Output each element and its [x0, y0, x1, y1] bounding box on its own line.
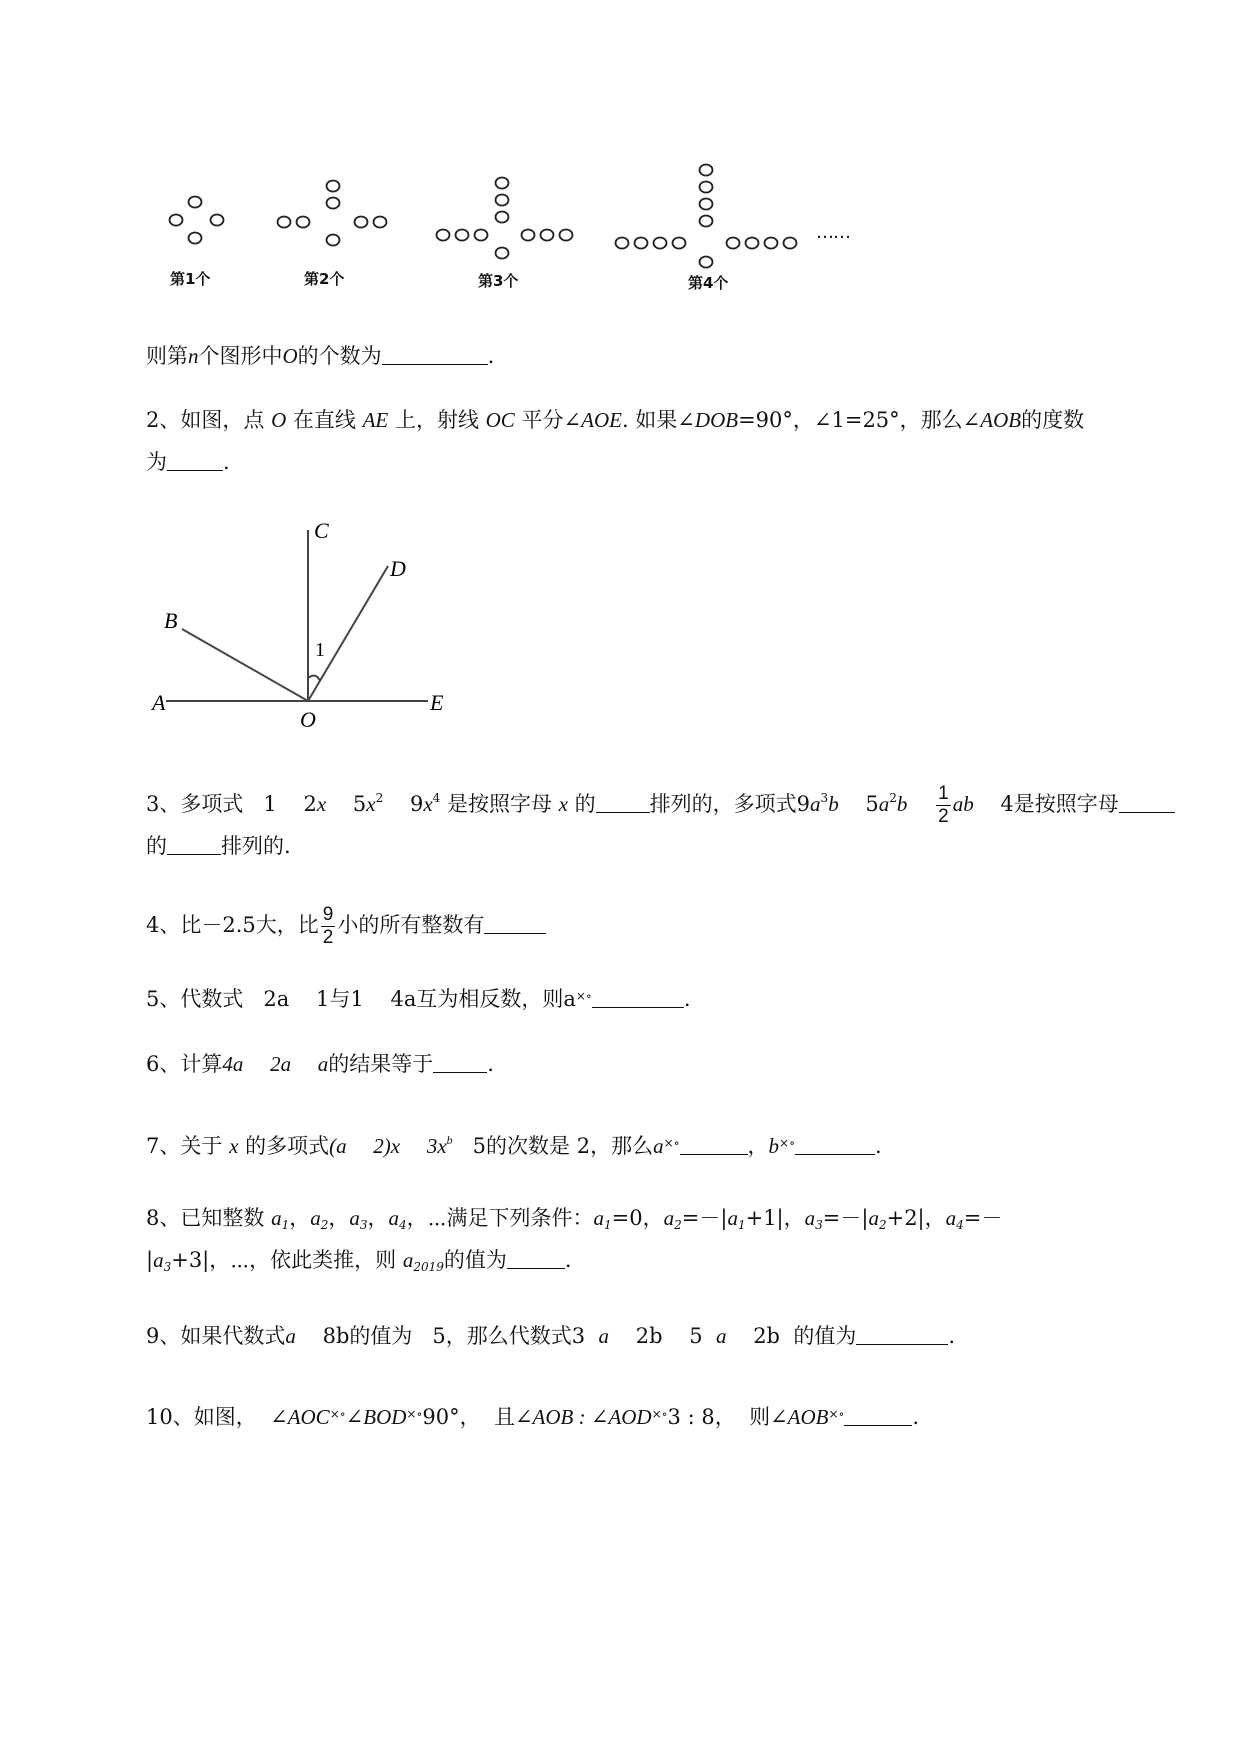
- q9-term: a: [598, 1324, 610, 1348]
- q8-var: a: [945, 1206, 957, 1230]
- q8-text: =－|: [681, 1206, 728, 1230]
- angle-1-arc: [308, 676, 320, 681]
- q8-text: =－|: [822, 1206, 869, 1230]
- q9-text: 的值为: [793, 1324, 857, 1348]
- pattern-caption-4: 第4个: [688, 274, 729, 292]
- q3-answer-blank-3[interactable]: [167, 832, 221, 855]
- q8-text: 的值为: [443, 1248, 507, 1272]
- circle-pattern-figure: [150, 150, 910, 280]
- q8-var: a: [593, 1206, 605, 1230]
- q3-var-a: a: [878, 792, 890, 816]
- question-9: [146, 1322, 955, 1350]
- q2-text: 为: [146, 450, 167, 474]
- q3-term: 5: [865, 792, 879, 816]
- q3-term: 5: [352, 792, 367, 816]
- q8-subscript: 2: [878, 1218, 887, 1232]
- q3-var-x: x: [366, 792, 376, 816]
- q5-text: 代数式: [180, 987, 244, 1011]
- q8-text: +3|，⋯，依此类推，则: [171, 1248, 397, 1272]
- q8-period: .: [564, 1248, 572, 1272]
- pattern-figure-1: [170, 197, 224, 244]
- q8-subscript: 1: [737, 1218, 746, 1232]
- q7-exponent: b: [446, 1133, 453, 1147]
- q5-text: 互为相反数，则: [416, 987, 564, 1011]
- pattern-caption-1: 第1个: [170, 270, 211, 288]
- q10-term: ∠BOD: [345, 1405, 407, 1429]
- angle-figure: [140, 510, 460, 730]
- q7-text: 关于: [180, 1134, 223, 1158]
- q4-answer-blank[interactable]: [484, 911, 546, 934]
- q4-text: 比－2.5大，比: [180, 913, 319, 937]
- q6-number: 6、: [146, 1052, 181, 1076]
- q10-glyph: ×∘: [828, 1407, 845, 1421]
- question-5: [146, 982, 691, 1013]
- q3-var-b: b: [896, 792, 908, 816]
- q7-number: 7、: [146, 1134, 181, 1158]
- q1-answer-blank[interactable]: [382, 342, 488, 365]
- q9-term: 2b: [753, 1324, 780, 1348]
- pattern-figure-4: [616, 165, 797, 268]
- q8-subscript: 1: [604, 1218, 612, 1232]
- q3-term: 9: [409, 792, 424, 816]
- q10-term: ∠AOB : ∠AOD: [514, 1405, 652, 1429]
- q3-text: 的: [146, 834, 167, 858]
- q10-term: ∠AOC: [270, 1405, 330, 1429]
- q4-fraction: [321, 904, 336, 949]
- question-2-line-1: [146, 406, 1084, 434]
- q6-text: 的结果等于: [328, 1052, 434, 1076]
- q7-glyph: ×∘: [779, 1136, 795, 1150]
- label-a: A: [152, 690, 166, 715]
- q4-frac-den: 2: [322, 927, 334, 948]
- q2-var: AOB: [980, 408, 1022, 432]
- q10-glyph: ×∘: [406, 1407, 423, 1421]
- q3-exponent: 4: [432, 791, 441, 805]
- q5-term: 1: [350, 987, 364, 1011]
- q3-text: 排列的.: [221, 834, 291, 858]
- q1-text: 的个数为: [297, 344, 382, 368]
- q8-answer-blank[interactable]: [507, 1246, 565, 1269]
- q8-text: +1|，: [745, 1206, 805, 1230]
- q3-text: 多项式: [180, 792, 244, 816]
- pattern-figure-3: [437, 178, 573, 259]
- q8-var: a: [663, 1206, 675, 1230]
- q3-text: 排列的，多项式: [649, 792, 797, 816]
- q5-var-a: a: [563, 987, 576, 1011]
- q8-text: 已知整数: [180, 1206, 265, 1230]
- q3-text: 是按照字母: [1013, 792, 1119, 816]
- q8-subscript: 2: [320, 1218, 329, 1232]
- q9-answer-blank[interactable]: [856, 1322, 948, 1345]
- question-8-line-2: [146, 1246, 572, 1281]
- label-d: D: [390, 556, 406, 581]
- q7-var-b: b: [768, 1134, 780, 1158]
- q10-term: 3 : 8，: [667, 1405, 736, 1429]
- q3-var-x: x: [316, 792, 327, 816]
- q10-number: 10、: [146, 1405, 194, 1429]
- q2-text: 的度数: [1021, 408, 1085, 432]
- q9-term: 2b: [635, 1324, 663, 1348]
- q6-answer-blank[interactable]: [433, 1050, 487, 1073]
- q8-subscript: 2: [674, 1218, 682, 1232]
- q1-period: .: [487, 344, 495, 368]
- q8-text: |: [146, 1248, 154, 1272]
- q8-subscript: 3: [359, 1218, 368, 1232]
- q2-var: O: [271, 408, 287, 432]
- q6-term: 2a: [270, 1052, 292, 1076]
- q6-period: .: [487, 1052, 494, 1076]
- label-e: E: [430, 690, 444, 715]
- q2-var: OC: [485, 408, 515, 432]
- q8-var: a: [727, 1206, 738, 1230]
- q2-var: AE: [362, 408, 389, 432]
- q1-var-n: n: [188, 344, 199, 368]
- question-3-line-2: [146, 832, 291, 860]
- q8-subscript: 3: [163, 1260, 172, 1274]
- q2-answer-blank[interactable]: [167, 448, 223, 471]
- q8-var: a: [868, 1206, 879, 1230]
- q9-term: 5: [689, 1324, 703, 1348]
- q5-term: 2a: [263, 987, 290, 1011]
- q4-number: 4、: [146, 913, 181, 937]
- question-6: [146, 1050, 494, 1078]
- q7-term: 5: [472, 1134, 487, 1158]
- q3-term: 4: [1000, 792, 1014, 816]
- q3-var-a: a: [952, 792, 964, 816]
- q3-answer-blank-2[interactable]: [1119, 790, 1175, 813]
- q10-term: ∠AOB: [770, 1405, 829, 1429]
- q9-period: .: [948, 1324, 956, 1348]
- q3-number: 3、: [146, 792, 181, 816]
- q1-text: 个图形中: [198, 344, 283, 368]
- q2-text: 平分∠: [521, 408, 582, 432]
- label-angle-1: 1: [315, 639, 325, 661]
- q3-frac-den: 2: [938, 806, 949, 827]
- q2-var: DOB: [694, 408, 739, 432]
- q5-glyph: ×∘: [575, 989, 592, 1003]
- q8-subscript: 4: [398, 1218, 407, 1232]
- q3-term: 9: [796, 792, 811, 816]
- q2-var: AOE: [581, 408, 622, 432]
- q9-term: 3: [571, 1324, 586, 1348]
- q4-frac-num: 9: [322, 904, 334, 925]
- q5-number: 5、: [146, 987, 181, 1011]
- question-8-line-1: 8、已知整数 $a_1$，$a_2$，$a_3$，$a_4$，⋯满足下列条件：$a_1=0$，$a_2=-|a_1+1|$，$a_3=-|a_2+2|$，$a_4=-$: [146, 1206, 1003, 1232]
- q5-period: .: [683, 987, 691, 1011]
- q7-var-x: x: [229, 1134, 239, 1158]
- q8-text: =0，: [611, 1206, 664, 1230]
- q8-subscript: 3: [815, 1218, 823, 1232]
- q8-number: 8、: [146, 1206, 181, 1230]
- q9-term: a: [715, 1324, 727, 1348]
- q3-var-b: b: [828, 792, 839, 816]
- q6-text: 计算: [180, 1052, 223, 1076]
- q8-text: ，⋯满足下列条件：: [406, 1206, 594, 1230]
- ray-ob: [182, 629, 308, 701]
- q9-value: 5: [432, 1324, 446, 1348]
- q4-text: 小的所有整数有: [337, 913, 485, 937]
- q5-term: 1与: [316, 987, 351, 1011]
- pattern-caption-3: 第3个: [478, 272, 519, 290]
- q9-text: 如果代数式: [180, 1324, 286, 1348]
- q9-number: 9、: [146, 1324, 181, 1348]
- q8-text: =－: [963, 1206, 1003, 1230]
- q1-text: 则第: [146, 344, 188, 368]
- q8-var: a: [804, 1206, 816, 1230]
- label-c: C: [314, 518, 329, 543]
- q10-text: 且: [493, 1405, 515, 1429]
- q8-subscript: 4: [956, 1218, 964, 1232]
- q2-text: 上，射线: [394, 408, 479, 432]
- q6-term: a: [317, 1052, 329, 1076]
- q8-var: a: [310, 1206, 321, 1230]
- pattern-caption-2: 第2个: [304, 270, 345, 288]
- q3-exponent: 3: [820, 791, 829, 805]
- q3-exponent: 2: [375, 791, 384, 805]
- q8-var: a: [388, 1206, 399, 1230]
- q9-term: a: [285, 1324, 296, 1348]
- pattern-ellipsis: ……: [816, 222, 850, 243]
- q10-glyph: ×∘: [651, 1407, 668, 1421]
- q7-text: ，: [747, 1134, 769, 1158]
- q10-text: 则: [749, 1405, 771, 1429]
- q10-text: 如图，: [193, 1405, 257, 1429]
- q8-var: a: [153, 1248, 164, 1272]
- q9-text: 的值为: [349, 1324, 413, 1348]
- q3-term: 2: [303, 792, 317, 816]
- q8-var: a: [402, 1248, 414, 1272]
- q7-term: (a: [329, 1134, 347, 1158]
- question-10: [146, 1400, 919, 1431]
- q7-answer-blank-a[interactable]: [680, 1132, 748, 1155]
- q7-text: 的次数是 2，那么: [486, 1134, 654, 1158]
- q3-frac-num: 1: [938, 783, 949, 804]
- pattern-figure-2: [278, 181, 387, 246]
- label-o: O: [300, 707, 316, 730]
- q7-var-a: a: [653, 1134, 664, 1158]
- q2-text: =90°，∠1=25°，那么∠: [738, 408, 981, 432]
- q3-answer-blank-1[interactable]: [596, 790, 650, 813]
- q5-term: 4a: [390, 987, 417, 1011]
- q3-text: 是按照字母: [446, 792, 552, 816]
- q10-glyph: ×∘: [329, 1407, 346, 1421]
- question-2-line-2: [146, 448, 230, 476]
- q10-period: .: [912, 1405, 920, 1429]
- q1-var-o: O: [282, 344, 298, 368]
- q3-text: 的: [574, 792, 596, 816]
- q5-answer-blank[interactable]: [592, 985, 684, 1008]
- q3-exponent: 2: [889, 791, 897, 805]
- question-3-line-1: [146, 783, 1175, 828]
- q7-text: 的多项式: [245, 1134, 330, 1158]
- q2-text: . 如果∠: [621, 408, 695, 432]
- q7-answer-blank-b[interactable]: [795, 1132, 875, 1155]
- q2-number: 2、: [146, 408, 181, 432]
- q3-term: 1: [263, 792, 277, 816]
- q8-subscript: 2019: [413, 1260, 444, 1274]
- q3-var-x: x: [558, 792, 568, 816]
- q3-var-x: x: [423, 792, 433, 816]
- q2-text: 在直线: [292, 408, 356, 432]
- q3-fraction: [936, 783, 951, 828]
- q3-var-a: a: [810, 792, 821, 816]
- q10-term: 90°，: [422, 1405, 481, 1429]
- q8-var: a: [349, 1206, 360, 1230]
- question-7: [146, 1126, 882, 1160]
- q8-var: a: [271, 1206, 282, 1230]
- q8-text: +2|，: [886, 1206, 946, 1230]
- q9-text: ，那么代数式: [445, 1324, 572, 1348]
- q7-term: 3x: [426, 1134, 447, 1158]
- q2-text: 如图，点: [180, 408, 265, 432]
- label-b: B: [164, 608, 178, 633]
- q3-var-b: b: [963, 792, 974, 816]
- q7-period: .: [874, 1134, 882, 1158]
- q6-term: 4a: [222, 1052, 244, 1076]
- question-1: [146, 342, 494, 370]
- q10-answer-blank[interactable]: [844, 1403, 912, 1426]
- q7-glyph: ×∘: [663, 1136, 680, 1150]
- q7-term: 2)x: [373, 1134, 401, 1158]
- q8-subscript: 1: [281, 1218, 290, 1232]
- q9-term: 8b: [322, 1324, 350, 1348]
- q2-period: .: [223, 450, 230, 474]
- question-4: [146, 904, 546, 949]
